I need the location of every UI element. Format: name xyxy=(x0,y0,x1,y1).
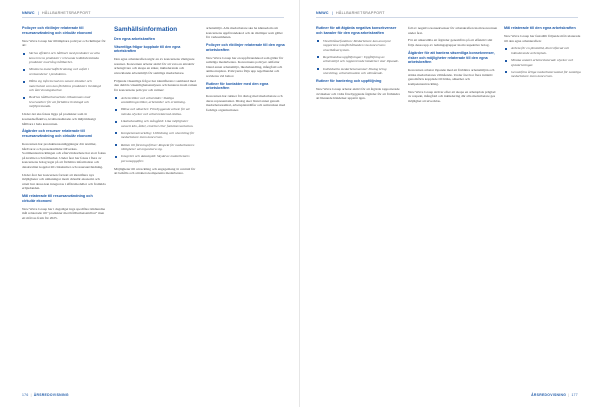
paragraph: Koncernen har produktionsanläggningar där textilier, hårdvaror och presentartiklar tillverkas. Sortimentsutvecklingen och eftervärdsarbete har stort fokus på kvalitet och hållbarhet. Under året har fokus i flera av koncernens bolag legat på att förbättra information och datakvalitet kopplat till cirkularitet och resursanvändning. xyxy=(22,142,106,169)
left-column-1 xyxy=(22,26,106,224)
paragraph: Koncernen arbetar löpande med att förbättra arbetsmiljön och stärka medarbetares välmående. Under året har flera initiativ genomförts kopplade till hälsa, säkerhet och kompetensutveckling. xyxy=(408,68,495,86)
list-item: Likabehandling och mångfald: Lika möjligheter oavsett kön, ålder, etnicitet eller funktionsvariation. xyxy=(114,119,198,128)
heading-resource-goals: Mål relaterade till resursanvändning och cirkulär ekonomi xyxy=(22,194,93,203)
paragraph: New Wave Group arbetar aktivt för att åtgärda rapporterade avvikelser och vidta förebyggande åtgärder för att förhindra att liknande händelser uppstår igen. xyxy=(316,87,400,101)
paragraph: New Wave Group har i dagsläget inga specifika tidsbundna mål relaterade till "produkter med hållbarhetsattribut" men ett mål tas fram för 2025. xyxy=(22,206,106,220)
right-column-3 xyxy=(504,26,584,83)
left-footer: 176 | ÅRSREDOVISNING xyxy=(22,393,69,397)
paragraph: Följande väsentliga frågor har identifierats i samband med den dubbla väsentlighetsanalysen och hanteras inom ramen för koncernens policyer och rutiner: xyxy=(114,78,198,92)
bullet-list xyxy=(22,51,106,109)
section-title: Samhällsinformation xyxy=(114,26,178,33)
list-item: Bedriva hållbarhetsarbete tillsammans med leverantörer för att förbättra livslängd och miljöprestanda. xyxy=(22,95,106,109)
heading-workforce-contact: Rutiner för kontakter med den egna arbetskraften xyxy=(206,81,269,91)
page-number: 177 xyxy=(571,393,578,397)
list-item: Minska antalet arbetsrelaterade olyckor och sjukskrivningar. xyxy=(504,58,584,67)
header-rule xyxy=(22,17,284,18)
list-item: Minimera materialförbrukning och avfall i verksamheter i produktion. xyxy=(22,67,106,76)
bullet-list xyxy=(114,96,198,164)
heading-workforce-actions: Åtgärder för att hantera väsentliga konsekvenser, risker och möjligheter relaterade till den egna arbetskraften xyxy=(408,50,495,65)
list-item: Hålla sig informerad om senare tekniker och materialval som kan förbättra produkters livslängd och återvinningsbarhet. xyxy=(22,79,106,93)
paragraph: Möjligheter till utveckling och engagemang är centralt för att behålla och attrahera kompetenta medarbetare. xyxy=(114,166,196,176)
header-section: HÅLLBARHETSRAPPORT xyxy=(42,11,91,15)
sub-heading: Väsentliga frågor kopplade till den egna arbetskraften xyxy=(114,44,181,54)
paragraph: arbetsmiljö. Alla medarbetare ska ha kännedom om koncernens uppförandekod och de riktlinjer som gäller för verksamheten. xyxy=(206,26,283,40)
left-column-2 xyxy=(114,26,198,176)
paragraph: New Wave Group strävar efter att skapa en arbetsplats präglad av respekt, mångfald och inkludering där alla medarbetare ges möjlighet att utvecklas. xyxy=(408,89,496,103)
footer-title: ÅRSREDOVISNING xyxy=(33,393,69,397)
paragraph: Under det ska fokus ligga på produkter som är kostnadseffektiva, kvalitetssäkrade och miljömässigt hållbara i hela koncernen. xyxy=(22,112,96,126)
right-footer: ÅRSREDOVISNING | 177 xyxy=(531,393,578,397)
paragraph: New Wave Group har en uppförandekod som gäller för samtliga medarbetare. Koncernens policyer omfattar bland annat arbetsmiljö, likabehandling, mångfald och antikorruption. Policyerna följs upp regelbundet och revideras vid behov. xyxy=(206,55,284,78)
list-item: Arbetsvillkor och arbetstider: Skäliga anställningsvillkor, arbetstider och ersättning. xyxy=(114,96,198,105)
heading-workforce-goals: Mål relaterade till den egna arbetskraften xyxy=(504,26,576,30)
bullet-list xyxy=(316,39,400,76)
paragraph: New Wave Group har tillämpbara policyer och riktlinjer för att: xyxy=(22,38,106,48)
header-separator: | xyxy=(331,11,334,15)
right-page xyxy=(300,0,600,407)
bullet-list xyxy=(504,46,584,78)
paragraph: För att säkerställa att åtgärder genomförs på ett effektivt sätt följs dessa upp av ledningsgrupper inom respektive bolag. xyxy=(408,38,493,48)
heading-resource-actions: Åtgärder och resurser relaterade till resursanvändning och cirkulär ekonomi xyxy=(22,129,93,139)
paragraph: Under året har koncernen fortsatt att identifiera nya möjligheter och utmaningar inom cirkulär ekonomi och utrett hur dessa kan integreras i affärsmodeller och framtida erbjudanden. xyxy=(22,172,106,191)
left-column-3 xyxy=(206,26,286,116)
list-item: Rätten till föreningsfrihet: Respekt för medarbetares rättigheter att organisera sig. xyxy=(114,143,198,152)
list-item: Integritet och dataskydd: Skydd av medarbetares personuppgifter. xyxy=(114,154,198,163)
header-brand: NMWC xyxy=(22,11,35,15)
list-item: Regelbundna uppföljningar: Uppföljning av arbetsmiljö och rapporterade händelser sker löpande. xyxy=(316,55,400,64)
list-item: Hälsa och säkerhet: Förebyggande arbete för att minska olyckor och arbetsrelaterad ohälsa. xyxy=(114,107,198,116)
heading-remediation: Rutiner för att åtgärda negativa konsekvenser och kanaler för den egna arbetskraften xyxy=(316,26,397,35)
footer-title: ÅRSREDOVISNING xyxy=(531,393,567,397)
heading-resource-policies: Policyer och riktlinjer relaterade till resursanvändning och cirkulär ekonomi xyxy=(22,26,93,35)
list-item: Genomföra årliga medarbetarsamtal för samtliga medarbetare inom koncernen. xyxy=(504,70,584,79)
paragraph: New Wave Group har fastställt följande mål relaterade till den egna arbetskraften: xyxy=(504,33,581,43)
right-column-2 xyxy=(408,26,498,107)
heading-workforce-policies: Policyer och riktlinjer relaterade till den egna arbetskraften xyxy=(206,43,285,52)
right-page-header xyxy=(316,11,385,15)
list-item: Visselblåsarfunktion: Medarbetare kan anonymt rapportera missförhållanden via koncernens visselblåsarsystem. xyxy=(316,39,400,53)
right-column-1 xyxy=(316,26,400,104)
header-section: HÅLLBARHETSRAPPORT xyxy=(336,11,385,15)
header-separator: | xyxy=(37,11,40,15)
paragraph: fall av negativa konsekvenser för arbetskraften inom koncernen under året. xyxy=(408,26,498,35)
paragraph: Den egna arbetskraften utgör en av koncernens viktigaste resurser. Koncernen arbetar aktivt för att vara en attraktiv arbetsgivare och skapa en säker, inkluderande och utvecklande arbetsmiljö för samtliga medarbetare. xyxy=(114,57,195,75)
header-rule xyxy=(316,17,578,18)
subtitle: Den egna arbetskraften xyxy=(114,36,155,41)
heading-followup: Rutiner för hantering och uppföljning xyxy=(316,79,382,84)
list-item: Arbeta för en jämställd, diversifierad och inkluderande arbetsplats. xyxy=(504,46,584,55)
page-number: 176 xyxy=(22,393,29,397)
header-brand: NMWC xyxy=(316,11,329,15)
list-item: Kompetensutveckling: Utbildning och utveckling för medarbetare inom koncernen. xyxy=(114,131,198,140)
list-item: Skriva effektivt och hållbart med produkter av alla koncernens produkter i relevanta ledtidsbestämda produkter med lång hållbarhet. xyxy=(22,51,106,65)
paragraph: Koncernen har rutiner för dialog med medarbetare och deras representanter. Dialog sker bland annat genom medarbetarsamtal, arbetsplatsträffar och samverkan med fackliga organisationer. xyxy=(206,94,286,112)
list-item: Individuella medarbetarsamtal: Dialog kring utveckling, arbetssituation och välmående. xyxy=(316,67,400,76)
left-page-header xyxy=(22,11,91,15)
